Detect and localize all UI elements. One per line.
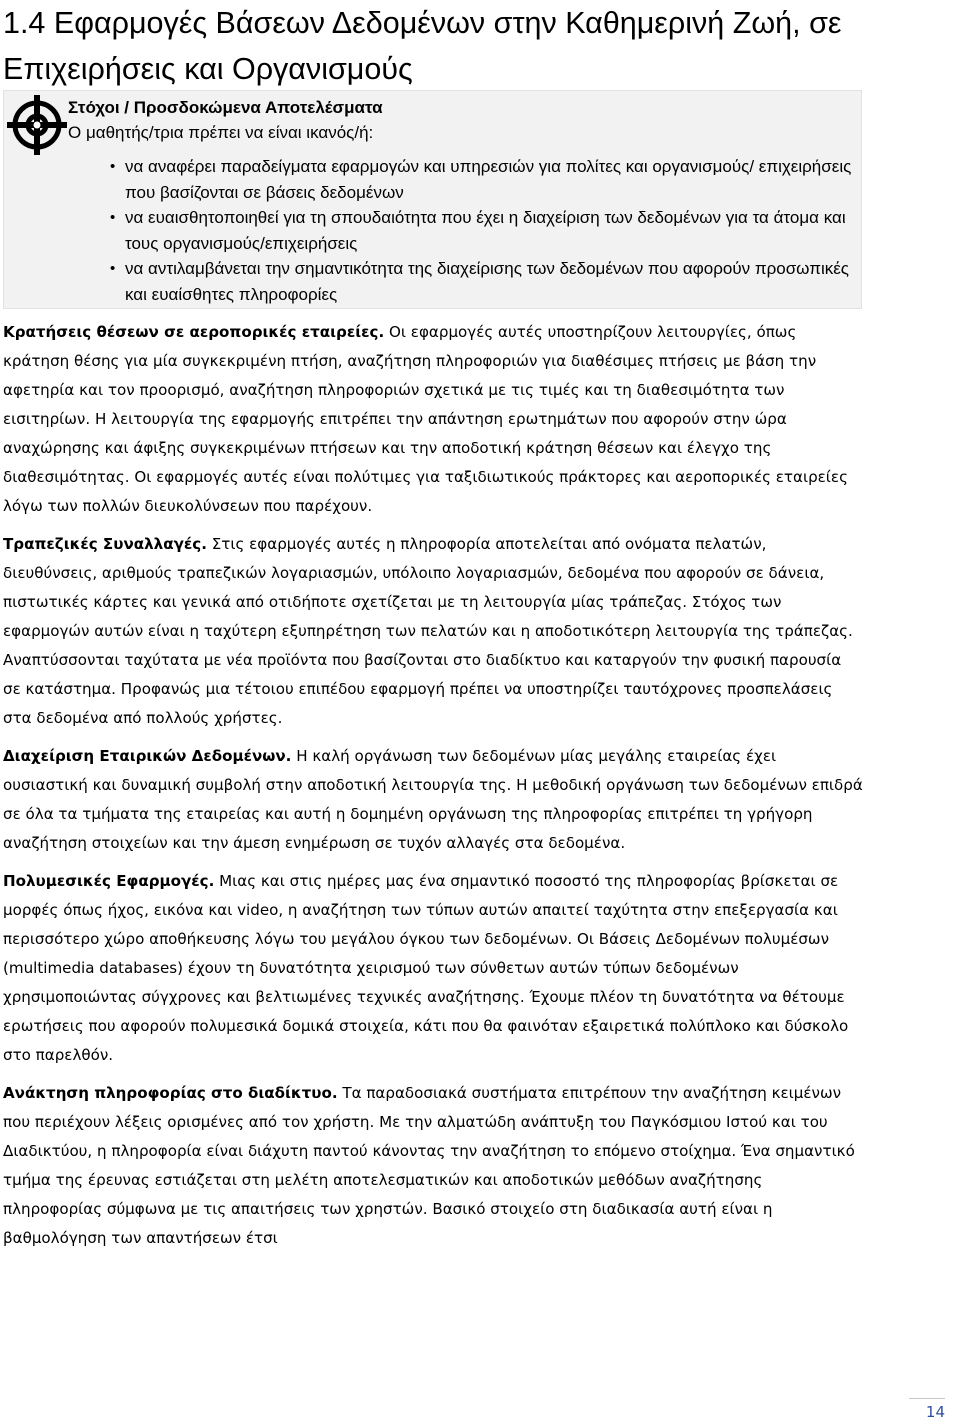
target-icon: [6, 94, 68, 156]
objective-item: [110, 154, 855, 205]
objective-item: [110, 256, 855, 307]
objectives-heading: Στόχοι / Προσδοκώμενα Αποτελέσματα: [68, 98, 383, 117]
paragraph-lead: Διαχείριση Εταιρικών Δεδομένων.: [3, 747, 292, 765]
paragraph-lead: Πολυμεσικές Εφαρμογές.: [3, 872, 215, 890]
paragraph-corporate: [3, 742, 863, 858]
objective-item: [110, 205, 855, 256]
paragraph-lead: Ανάκτηση πληροφορίας στο διαδίκτυο.: [3, 1084, 338, 1102]
paragraph-text: Η καλή οργάνωση των δεδομένων μίας μεγάλης εταιρείας έχει ουσιαστική και δυναμική συμβολή στην αποδοτική λειτουργία της. Η μεθοδική οργάνωση των δεδομένων επιδρά σε όλα τα τμήματα της εταιρείας και αυτή η δομημένη οργάνωση της πληροφορίας επιτρέπει τη γρήγορη αναζήτηση στοιχείων και την άμεση ενημέρωση σε τυχόν αλλαγές στα δεδομένα.: [3, 747, 863, 852]
objectives-intro: Ο μαθητής/τρια πρέπει να είναι ικανός/ή:: [68, 123, 374, 142]
objective-text: να αντιλαμβάνεται την σημαντικότητα της διαχείρισης των δεδομένων που αφορούν προσωπικές και ευαίσθητες πληροφορίες: [125, 259, 849, 304]
paragraph-multimedia: [3, 867, 863, 1070]
objective-text: να αναφέρει παραδείγματα εφαρμογών και υπηρεσιών για πολίτες και οργανισμούς/ επιχειρήσεις που βασίζονται σε βάσεις δεδομένων: [125, 157, 852, 202]
paragraph-web-retrieval: [3, 1079, 863, 1253]
paragraph-banking: [3, 530, 863, 733]
paragraph-text: Μιας και στις ημέρες μας ένα σημαντικό ποσοστό της πληροφορίας βρίσκεται σε μορφές όπως ήχος, εικόνα και video, η αναζήτηση των τύπων αυτών απαιτεί ταχύτητα στην επεξεργασία και περισσότερο χώρο αποθήκευσης λόγω του μεγάλου όγκου των δεδομένων. Οι Βάσεις Δεδομένων πολυμέσων (multimedia databases) έχουν τη δυνατότητα χειρισμού των σύνθετων αυτών τύπων δεδομένων χρησιμοποιώντας σύγχρονες και βελτιωμένες τεχνικές αναζήτησης. Έχουμε πλέον τη δυνατότητα να θέτουμε ερωτήσεις που αφορούν πολυμεσικά δομικά στοιχεία, κάτι που θα φαινόταν εξαιρετικά πολύπλοκο και δύσκολο στο παρελθόν.: [3, 872, 849, 1064]
paragraph-text: Στις εφαρμογές αυτές η πληροφορία αποτελείται από ονόματα πελατών, διευθύνσεις, αριθμούς τραπεζικών λογαριασμών, υπόλοιπο λογαριασμών, δεδομένα που αφορούν σε δάνεια, πιστωτικές κάρτες και γενικά από οτιδήποτε σχετίζεται με τη λειτουργία μίας τράπεζας. Στόχος των εφαρμογών αυτών είναι η ταχύτερη εξυπηρέτηση των πελατών και η αποδοτικότερη λειτουργία της τράπεζας. Αναπτύσσονται ταχύτατα με νέα προϊόντα που βασίζονται στο διαδίκτυο και καταργούν την φυσική παρουσία σε κατάστημα. Προφανώς μια τέτοιου επιπέδου εφαρμογή πρέπει να υποστηρίζει ταυτόχρονες προσπελάσεις στα δεδομένα από πολλούς χρήστες.: [3, 535, 853, 727]
paragraph-airline: [3, 318, 863, 521]
section-title: 1.4 Εφαρμογές Βάσεων Δεδομένων στην Καθημερινή Ζωή, σε Επιχειρήσεις και Οργανισμούς: [3, 6, 842, 86]
paragraph-text: Τα παραδοσιακά συστήματα επιτρέπουν την αναζήτηση κειμένων που περιέχουν λέξεις ορισμένες από τον χρήστη. Με την αλματώδη ανάπτυξη του Παγκόσμιου Ιστού και του Διαδικτύου, η πληροφορία είναι διάχυτη παντού κάνοντας την αναζήτηση το επόμενο στοίχημα. Ένα σημαντικό τμήμα της έρευνας εστιάζεται στη μελέτη αποτελεσματικών και αποδοτικών μεθόδων αναζήτησης πληροφορίας σύμφωνα με τις απαιτήσεις των χρηστών. Βασικό στοιχείο στη διαδικασία αυτή είναι η βαθμολόγηση των απαντήσεων έτσι: [3, 1084, 855, 1247]
bullet-icon: •: [110, 260, 116, 278]
paragraph-text: Οι εφαρμογές αυτές υποστηρίζουν λειτουργίες, όπως κράτηση θέσης για μία συγκεκριμένη πτήση, αναζήτηση πληροφοριών για διαθέσιμες πτήσεις με βάση την αφετηρία και τον προορισμό, αναζήτηση πληροφοριών σχετικά με τις τιμές και τη διαθεσιμότητα των εισιτηρίων. Η λειτουργία της εφαρμογής επιτρέπει την απάντηση ερωτημάτων που αφορούν στην ώρα αναχώρησης και άφιξης συγκεκριμένων πτήσεων και την αποδοτική κράτηση θέσεων και έλεγχο της διαθεσιμότητας. Οι εφαρμογές αυτές είναι πολύτιμες για ταξιδιωτικούς πράκτορες και αεροπορικές εταιρείες λόγω των πολλών διευκολύνσεων που παρέχουν.: [3, 323, 848, 515]
page-number: 14: [909, 1398, 945, 1421]
objectives-list: [110, 154, 855, 308]
bullet-icon: •: [110, 209, 116, 227]
body-text: [3, 318, 863, 1262]
bullet-icon: •: [110, 158, 116, 175]
objective-text: να ευαισθητοποιηθεί για τη σπουδαιότητα που έχει η διαχείριση των δεδομένων για τα άτομα και τους οργανισμούς/επιχειρήσεις: [125, 208, 846, 253]
paragraph-lead: Κρατήσεις θέσεων σε αεροπορικές εταιρείες.: [3, 323, 385, 341]
paragraph-lead: Τραπεζικές Συναλλαγές.: [3, 535, 207, 553]
objectives-box: [3, 90, 862, 309]
